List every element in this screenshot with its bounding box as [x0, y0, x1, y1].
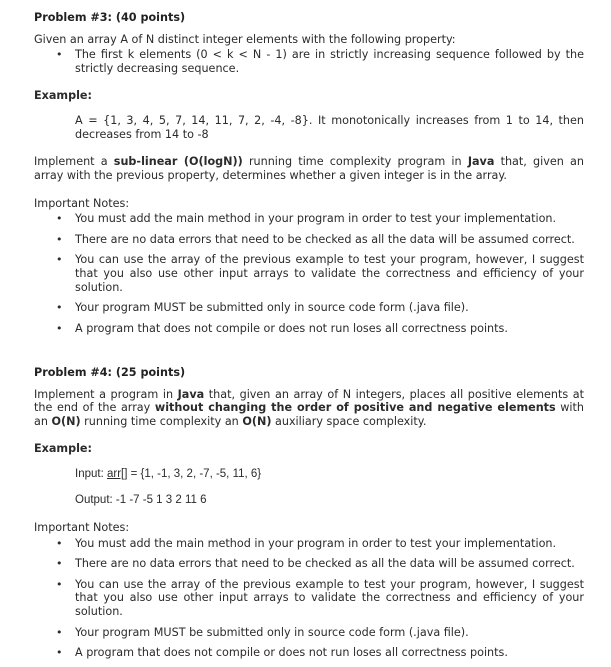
problem-3-section	[34, 11, 584, 342]
bullet-icon: •	[56, 212, 63, 226]
bullet-icon: •	[56, 536, 63, 550]
problem-4-output: Output: -1 -7 -5 1 3 2 11 6	[75, 493, 207, 506]
problem-3-task: Implement a sub-linear (O(logN)) running time complexity program in Java that, given an array with the previous property, determines whether a given integer is in the array.	[34, 155, 584, 182]
problem-3-notes-list	[34, 212, 584, 335]
problem-4-notes-label: Important Notes:	[34, 520, 130, 534]
problem-4-heading: Problem #4: (25 points)	[34, 366, 186, 379]
bullet-icon: •	[56, 577, 63, 591]
bullet-icon: •	[56, 646, 63, 660]
list-item	[34, 48, 584, 75]
list-item: • You can use the array of the previous example to test your program, however, I suggest that you also use other input arrays to validate the correctness and efficiency of your solution.	[56, 577, 584, 618]
bullet-icon: •	[56, 48, 63, 62]
problem-4-section	[34, 366, 584, 667]
list-item: • You must add the main method in your program in order to test your implementation.	[56, 212, 557, 226]
bullet-icon: •	[56, 625, 63, 639]
problem-3-example-label: Example:	[34, 89, 92, 103]
list-item: • Your program MUST be submitted only in source code form (.java file).	[56, 301, 469, 315]
bullet-icon: •	[56, 301, 63, 315]
bullet-icon: •	[56, 232, 63, 246]
problem-3-heading: Problem #3: (40 points)	[34, 11, 186, 24]
problem-3-property: The first k elements (0 < k < N - 1) are in strictly increasing sequence followed by the strictly decreasing sequence.	[75, 48, 584, 75]
bullet-icon: •	[56, 321, 63, 335]
problem-4-input: Input: arr[] = {1, -1, 3, 2, -7, -5, 11, 6}	[75, 468, 262, 481]
list-item: • There are no data errors that need to be checked as all the data will be assumed correct.	[56, 557, 575, 571]
list-item: • A program that does not compile or does not run loses all correctness points.	[56, 646, 508, 660]
list-item: • There are no data errors that need to be checked as all the data will be assumed correct.	[56, 232, 575, 246]
problem-4-notes-list	[34, 537, 584, 660]
problem-4-example-label: Example:	[34, 442, 92, 456]
problem-3-example-text: A = {1, 3, 4, 5, 7, 14, 11, 7, 2, -4, -8}. It monotonically increases from 1 to 14, then decreases from 14 to -8	[75, 114, 584, 141]
problem-4-task: Implement a program in Java that, given an array of N integers, places all positive elements at the end of the array without changing the order of positive and negative elements with an O(N) running time complexity an O(N) auxiliary space complexity.	[34, 387, 584, 428]
problem-3-property-list	[34, 48, 584, 75]
problem-3-notes-label: Important Notes:	[34, 196, 130, 210]
list-item: • You must add the main method in your program in order to test your implementation.	[56, 536, 557, 550]
list-item: • A program that does not compile or does not run loses all correctness points.	[56, 321, 508, 335]
bullet-icon: •	[56, 253, 63, 267]
list-item: • Your program MUST be submitted only in source code form (.java file).	[56, 625, 469, 639]
list-item: • You can use the array of the previous example to test your program, however, I suggest that you also use other input arrays to validate the correctness and efficiency of your solution.	[56, 253, 584, 294]
problem-3-intro: Given an array A of N distinct integer elements with the following property:	[34, 32, 456, 46]
bullet-icon: •	[56, 557, 63, 571]
